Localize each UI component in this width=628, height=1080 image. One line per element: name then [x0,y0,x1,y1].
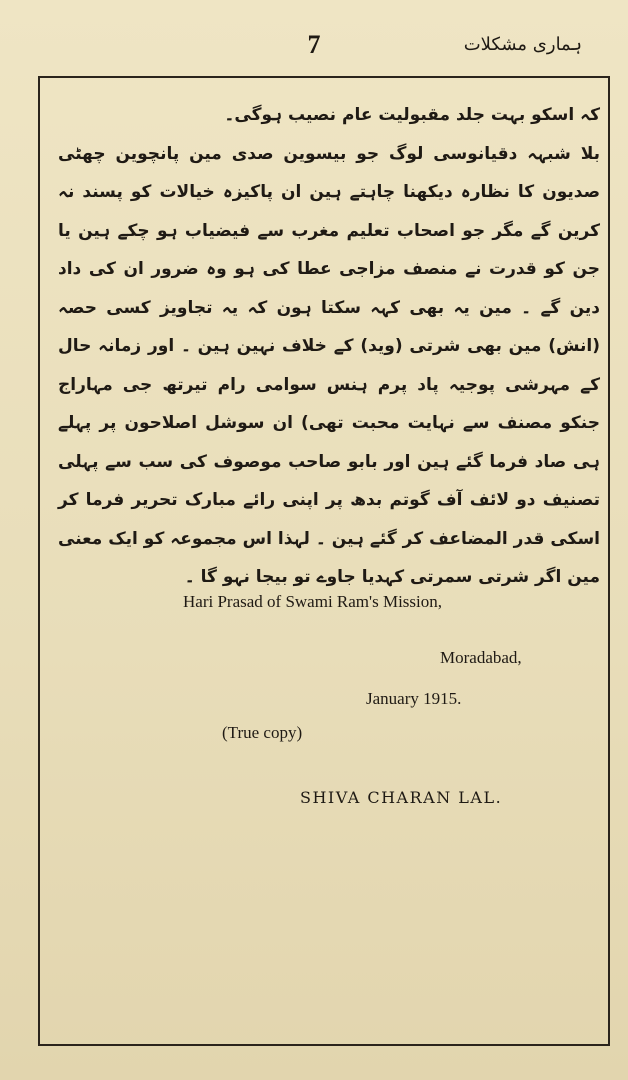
urdu-paragraph: بلا شبہہ دقیانوسی لوگ جو بیسوین صدی مین پانچوین چھٹی صدیون کا نظارہ دیکھنا چاہتے ہین ان پاکیزہ خیالات کو پسند نہ کرین گے مگر جو اصحاب تعلیم مغرب سے فیضیاب ہو چکے ہین یا جن کو قدرت نے منصف مزاجی عطا کی ہو وہ ضرور ان کی داد دین گے ۔ مین یہ بھی کہہ سکتا ہون کہ یہ تجاویز کسی حصہ (انش) مین بھی شرتی (وید) کے خلاف نہین ہین ۔ اور زمانہ حال کے مہرشی پوجیہ پاد پرم ہنس سوامی رام تیرتھ جی مہاراج جنکو مصنف سے نہایت محبت تھی) ان سوشل اصلاحون پر پہلے ہی صاد فرما گئے ہین اور بابو صاحب موصوف کی سب سے پہلی تصنیف دو لائف آف گوتم بدھ پر اپنی رائے مبارک تحریر فرما کر اسکی قدر المضاعف کر گئے ہین ۔ لہذا اس مجموعہ کو ایک معنی مین اگر شرتی سمرتی کہدیا جاوے تو بیجا نہو گا ۔ [58,143,600,587]
signature-line: SHIVA CHARAN LAL. [300,788,503,807]
urdu-paragraph: کہ اسکو بہت جلد مقبولیت عام نصیب ہوگی۔ [224,105,600,125]
true-copy-note: (True copy) [222,723,303,742]
date-line: January 1915. [366,689,462,708]
page-header [40,30,588,66]
urdu-body-text [58,96,600,597]
attribution-line: Hari Prasad of Swami Ram's Mission, [183,592,442,611]
page-number: 7 [307,30,321,59]
running-head: ہماری مشکلات [463,34,582,55]
place-line: Moradabad, [440,648,522,667]
